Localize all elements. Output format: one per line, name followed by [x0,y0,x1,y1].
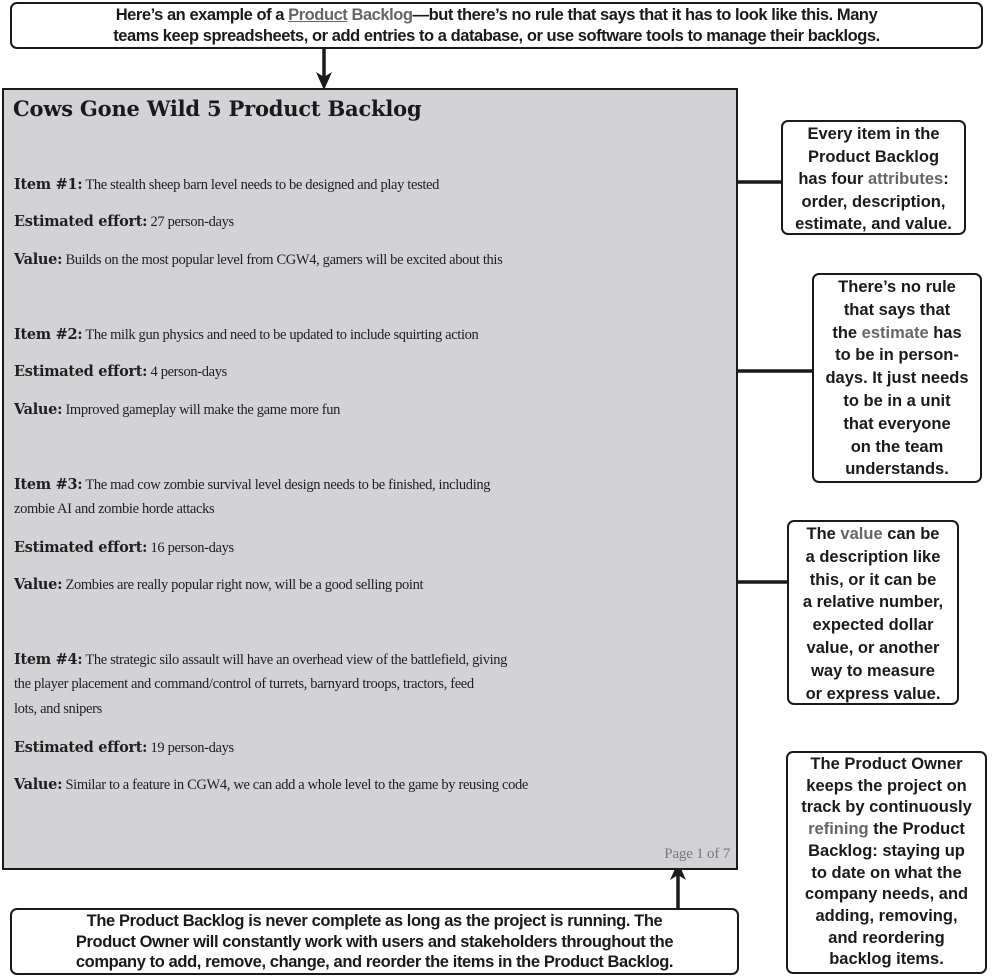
callout-product-owner: The Product Owner keeps the project on track by continuously refining the Product Backlog: staying up to date on what the company needs, and adding, removing, and reordering backlog items. [786,751,987,974]
product-backlog-document [2,88,738,870]
item-1-value: Value: Builds on the most popular level from CGW4, gamers will be excited about this [14,251,503,268]
item-1-description: Item #1: The stealth sheep barn level needs to be designed and play tested [14,176,440,193]
item-4-description: Item #4: The strategic silo assault will have an overhead view of the battlefield, giving [14,651,508,668]
item-4-description-cont: lots, and snipers [14,701,102,717]
item-3-description-cont: zombie AI and zombie horde attacks [14,501,215,517]
highlight-term: estimate [861,323,929,342]
callout-estimate-units: There’s no rule that says that the estimate has to be in person- days. It just needs to be in a unit that everyone on the team understands. [812,273,982,483]
highlight-term: attributes [868,170,944,188]
page-indicator: Page 1 of 7 [664,846,730,862]
item-3-description: Item #3: The mad cow zombie survival level design needs to be finished, including [14,476,491,493]
callout-value-description: The value can be a description like this, or it can be a relative number, expected dollar value, or another way to measure or express value. [787,520,959,705]
item-1-effort: Estimated effort: 27 person-days [14,213,234,230]
arrow-top-to-panel [316,49,332,90]
callout-item-attributes: Every item in the Product Backlog has four attributes: order, description, estimate, and value. [781,120,966,235]
item-2-description: Item #2: The milk gun physics and need to be updated to include squirting action [14,326,479,343]
item-2-effort: Estimated effort: 4 person-days [14,363,227,380]
item-3-value: Value: Zombies are really popular right now, will be a good selling point [14,576,424,593]
item-4-description-cont: the player placement and command/control of turrets, barnyard troops, tractors, feed [14,676,474,692]
highlight-term: refining [808,820,869,839]
callout-backlog-example [10,2,983,49]
backlog-title: Cows Gone Wild 5 Product Backlog [13,96,422,121]
callout-line: teams keep spreadsheets, or add entries to a database, or use software tools to manage their backlogs. [113,27,880,45]
highlight-term: value [840,525,883,543]
item-3-effort: Estimated effort: 16 person-days [14,539,234,556]
item-2-value: Value: Improved gameplay will make the game more fun [14,401,340,418]
item-4-value: Value: Similar to a feature in CGW4, we can add a whole level to the game by reusing code [14,776,528,793]
product-link[interactable]: Product [288,6,348,24]
callout-backlog-never-complete: The Product Backlog is never complete as long as the project is running. The Product Owner will constantly work with users and stakeholders throughout the company to add, remove, change, and reorder the items in the Product Backlog. [10,908,739,975]
callout-line: Here’s an example of a Product Backlog—but there’s no rule that says that it has to look like this. Many [115,6,878,24]
item-4-effort: Estimated effort: 19 person-days [14,739,234,756]
